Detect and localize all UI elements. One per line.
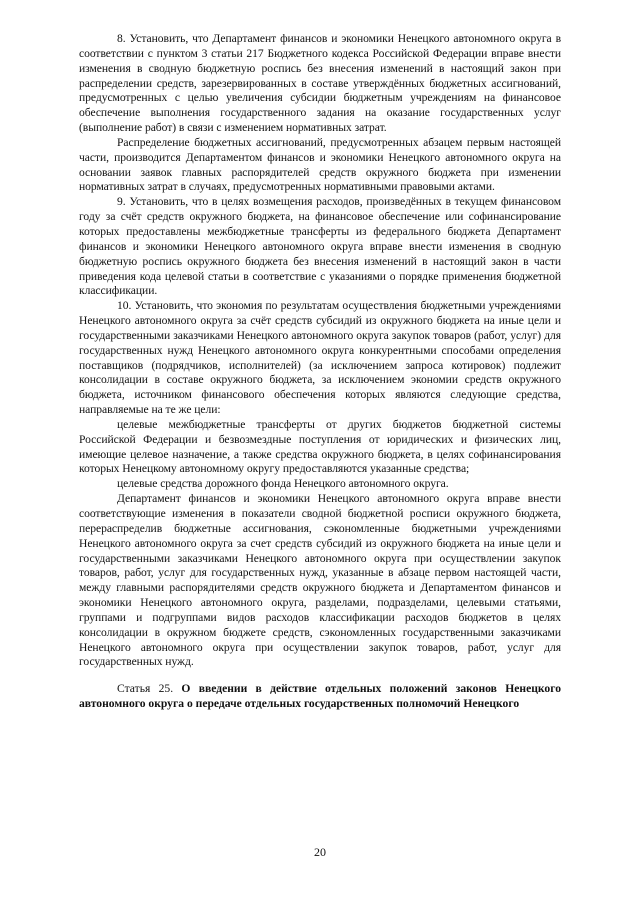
article-title: О введении в действие отдельных положений законов Ненецкого автономного округа о передаче отдельных государственных полномочий Ненецкого bbox=[79, 682, 561, 711]
article-gap bbox=[79, 670, 561, 682]
paragraph-8: 8. Установить, что Департамент финансов и экономики Ненецкого автономного округа в соответствии с пунктом 3 статьи 217 Бюджетного кодекса Российской Федерации вправе внести изменения в сводную бюджетную роспись без внесения изменений в настоящий закон при распределении средств, зарезервированных в составе утверждённых бюджетных ассигнований, предусмотренных с целью увеличения субсидии бюджетным учреждениям на финансовое обеспечение выполнения государственного задания на оказание государственных услуг (выполнение работ) в связи с изменением нормативных затрат. bbox=[79, 32, 561, 135]
paragraph-10-department: Департамент финансов и экономики Ненецкого автономного округа вправе внести соответствующие изменения в показатели сводной бюджетной росписи окружного бюджета, перераспределив бюджетные ассигнования, сэкономленные бюджетными учреждениями Ненецкого автономного округа за счет средств субсидий из окружного бюджета на иные цели и государственными заказчиками Ненецкого автономного округа при осуществлении закупок товаров, работ, услуг для государственных нужд, указанные в абзаце первом настоящей части, между главными распорядителями средств окружного бюджета и Департаментом финансов и экономики Ненецкого автономного округа, разделами, подразделами, целевыми статьями, группами и подгруппами видов расходов классификации расходов бюджетов в целях консолидации в окружном бюджете средств, сэкономленных государственными заказчиками Ненецкого автономного округа при осуществлении закупок товаров, работ, услуг для государственных нужд. bbox=[79, 492, 561, 669]
paragraph-9: 9. Установить, что в целях возмещения расходов, произведённых в текущем финансовом году за счёт средств окружного бюджета, на финансовое обеспечение или софинансирование которых предоставлены межбюджетные трансферты из федерального бюджета Департамент финансов и экономики Ненецкого автономного округа вправе внести изменения в сводную бюджетную роспись окружного бюджета без внесения изменений в настоящий закон в части приведения кода целевой статьи в соответствие с указаниями о порядке применения бюджетной классификации. bbox=[79, 195, 561, 298]
page-number: 20 bbox=[314, 845, 326, 859]
paragraph-8-distribution: Распределение бюджетных ассигнований, предусмотренных абзацем первым настоящей части, производится Департаментом финансов и экономики Ненецкого автономного округа на основании заявок главных распорядителей средств окружного бюджета при изменении нормативных затрат в случаях, предусмотренных нормативными правовыми актами. bbox=[79, 135, 561, 194]
paragraph-10-road-fund: целевые средства дорожного фонда Ненецкого автономного округа. bbox=[117, 477, 449, 491]
article-heading bbox=[79, 682, 561, 712]
document-page bbox=[79, 32, 561, 712]
article-prefix: Статья 25. bbox=[117, 682, 182, 696]
paragraph-10-transfers: целевые межбюджетные трансферты от других бюджетов бюджетной системы Российской Федерации и безвозмездные поступления от юридических и физических лиц, имеющие целевое назначение, а также средства окружного бюджета, в целях софинансирования которых Ненецкому автономному округу предоставляются указанные средства; bbox=[79, 417, 561, 476]
paragraph-10: 10. Установить, что экономия по результатам осуществления бюджетными учреждениями Ненецкого автономного округа за счёт средств субсидий из окружного бюджета на иные цели и государственными заказчиками Ненецкого автономного округа закупок товаров (работ, услуг) для государственных нужд Ненецкого автономного округа конкурентными способами определения поставщиков (подрядчиков, исполнителей) (за исключением запроса котировок) подлежит консолидации в составе окружного бюджета, за исключением экономии средств окружного бюджета, источником финансового обеспечения которых являются следующие средства, направляемые на те же цели: bbox=[79, 299, 561, 417]
